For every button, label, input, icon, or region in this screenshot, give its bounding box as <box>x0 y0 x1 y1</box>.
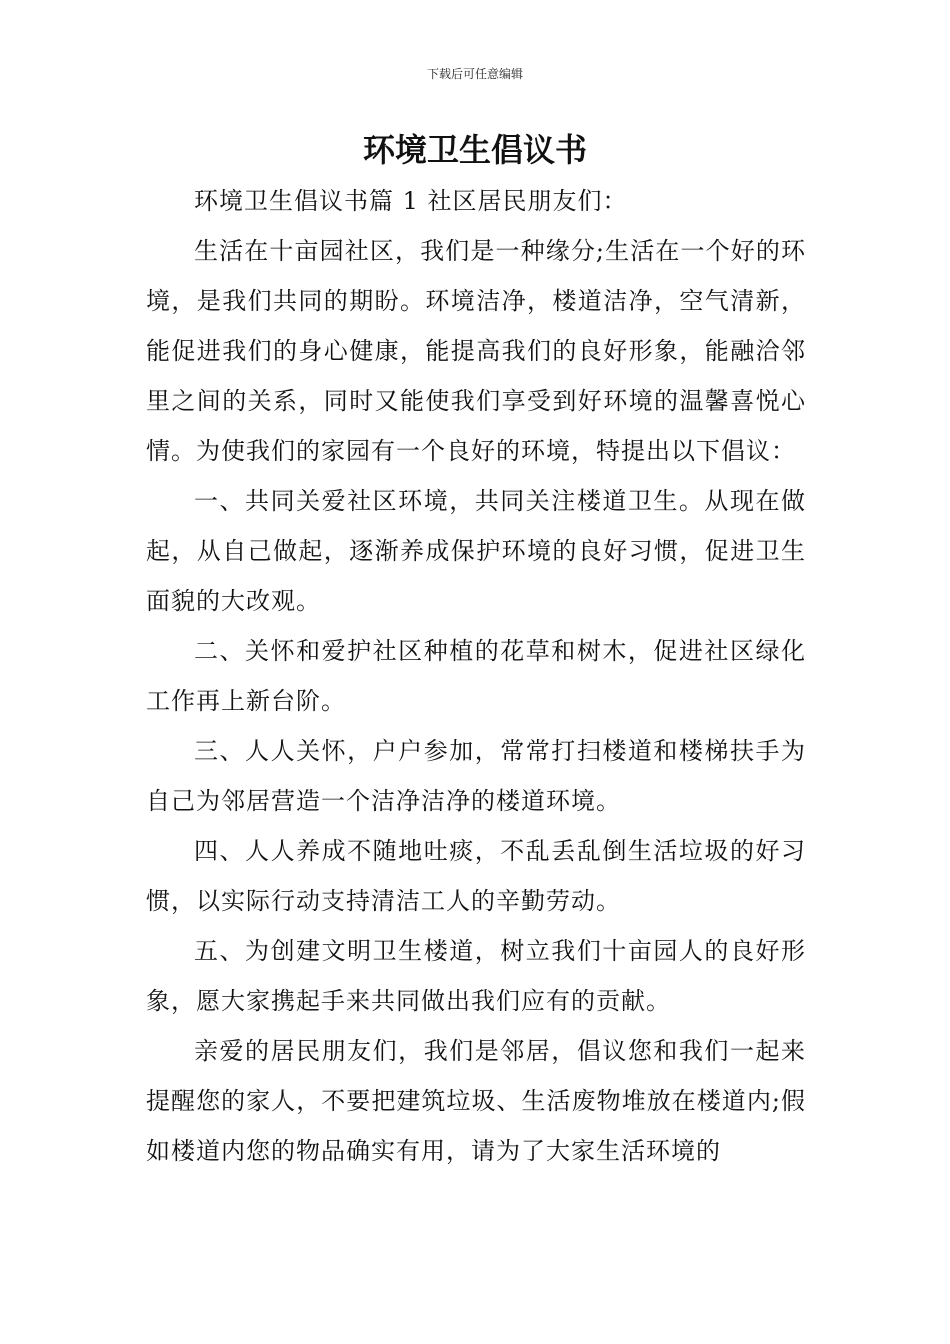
document-body <box>146 176 806 1176</box>
header-note: 下载后可任意编辑 <box>426 67 523 81</box>
paragraph-closing: 亲爱的居民朋友们，我们是邻居，倡议您和我们一起来提醒您的家人，不要把建筑垃圾、生活废物堆放在楼道内;假如楼道内您的物品确实有用，请为了大家生活环境的 <box>146 1037 806 1165</box>
paragraph-proposal-2: 二、关怀和爱护社区种植的花草和树木，促进社区绿化工作再上新台阶。 <box>146 637 806 715</box>
paragraph-proposal-1: 一、共同关爱社区环境，共同关注楼道卫生。从现在做起，从自己做起，逐渐养成保护环境的良好习惯，促进卫生面貌的大改观。 <box>146 487 806 615</box>
paragraph-proposal-4: 四、人人养成不随地吐痰，不乱丢乱倒生活垃圾的好习惯，以实际行动支持清洁工人的辛勤劳动。 <box>146 837 806 915</box>
paragraph-proposal-5: 五、为创建文明卫生楼道，树立我们十亩园人的良好形象，愿大家携起手来共同做出我们应有的贡献。 <box>146 937 806 1015</box>
paragraph-proposal-3: 三、人人关怀，户户参加，常常打扫楼道和楼梯扶手为自己为邻居营造一个洁净洁净的楼道环境。 <box>146 737 806 815</box>
paragraph-intro: 生活在十亩园社区，我们是一种缘分;生活在一个好的环境，是我们共同的期盼。环境洁净，楼道洁净，空气清新，能促进我们的身心健康，能提高我们的良好形象，能融洽邻里之间的关系，同时又能使我们享受到好环境的温馨喜悦心情。为使我们的家园有一个良好的环境，特提出以下倡议： <box>146 237 806 465</box>
document-title: 环境卫生倡议书 <box>362 131 587 169</box>
paragraph-salutation: 环境卫生倡议书篇 1 社区居民朋友们： <box>194 187 628 215</box>
